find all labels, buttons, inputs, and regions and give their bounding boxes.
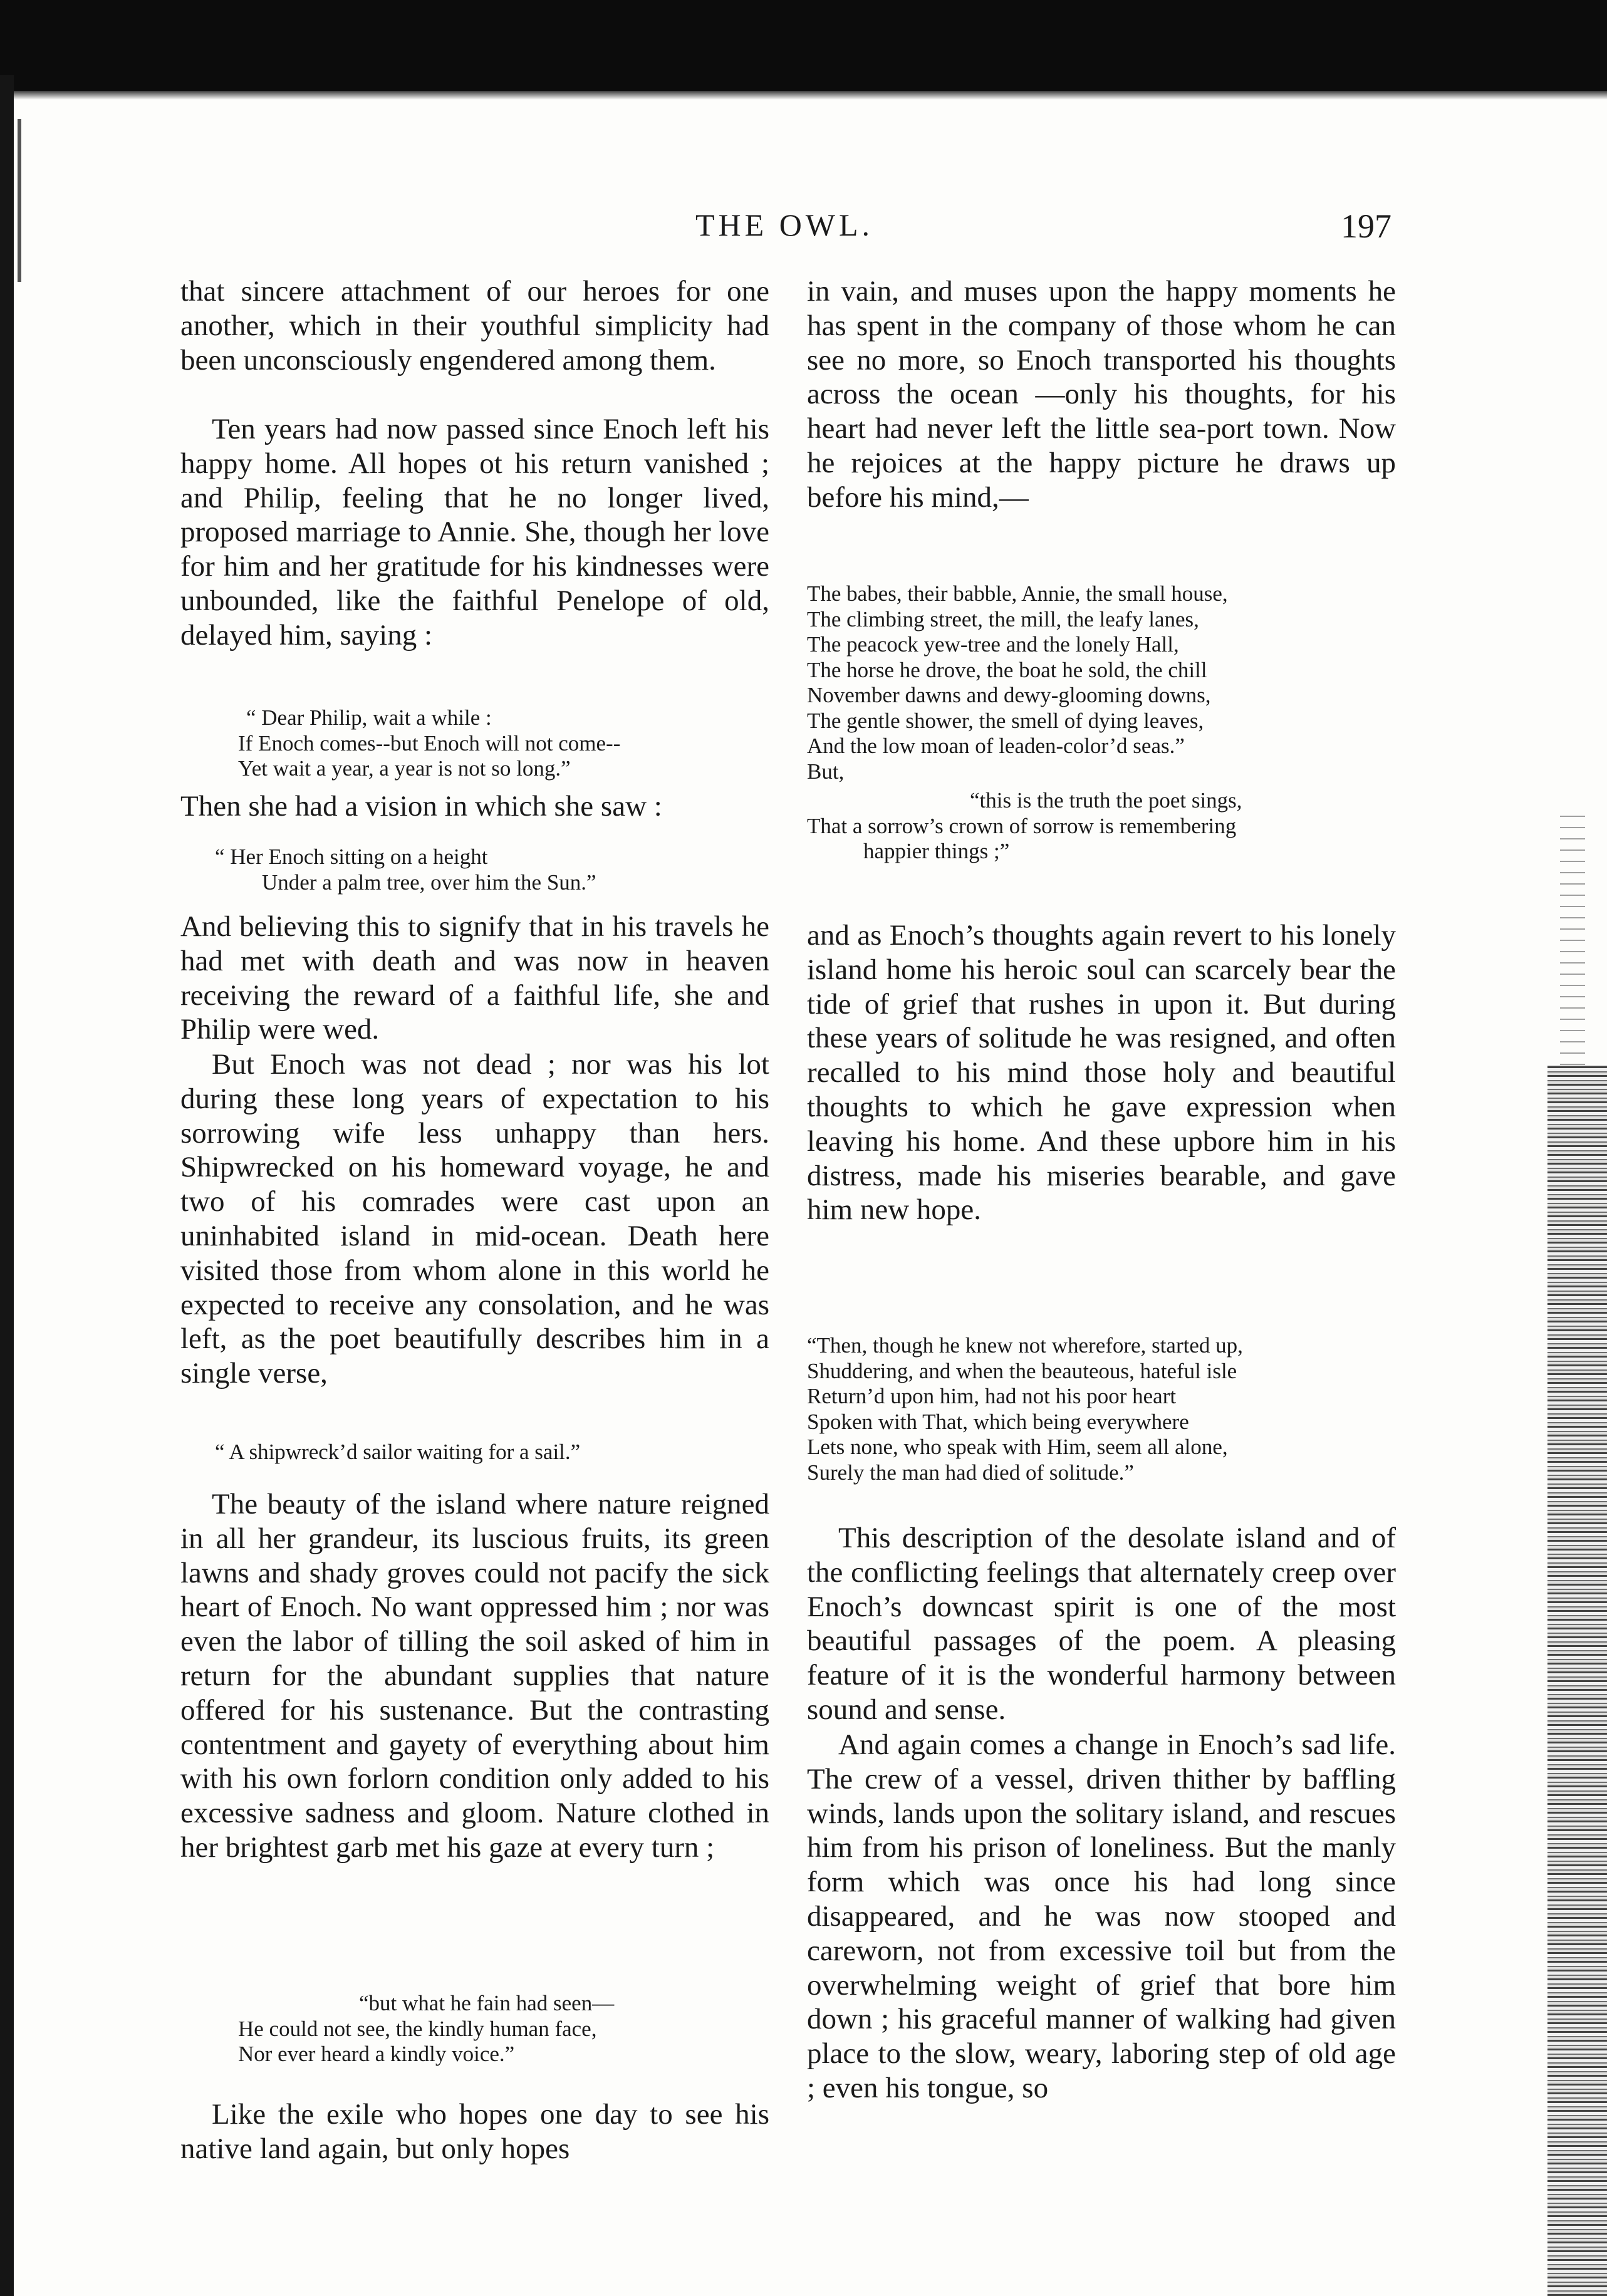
- scan-top-shadow: [0, 91, 1607, 100]
- paragraph: Ten years had now passed since Enoch left his happy home. All hopes ot his return vanished ; and Philip, feeling that he no longer lived, proposed marriage to Annie. She, though her love for him and her gratitude for his kindnesses were unbounded, like the faithful Penelope of old, delayed him, saying :: [180, 413, 769, 652]
- verse-line: He could not see, the kindly human face,: [238, 2016, 597, 2041]
- paragraph: This description of the desolate island and of the conflicting feelings that alternately creep over Enoch’s downcast spirit is one of the most beautiful passages of the poem. A pleasing feature of it is the wonderful harmony between sound and sense.: [807, 1522, 1396, 1726]
- verse-line: Lets none, who speak with Him, seem all alone,: [807, 1435, 1228, 1459]
- page-header: [0, 207, 1607, 257]
- paragraph: that sincere attachment of our heroes for one another, which in their youthful simplicity had been unconsciously engendered among them.: [180, 275, 769, 377]
- verse-line: The horse he drove, the boat he sold, the chill: [807, 657, 1207, 682]
- verse-line: The peacock yew-tree and the lonely Hall,: [807, 632, 1179, 657]
- running-head: THE OWL.: [695, 207, 874, 242]
- verse-quote: [180, 844, 769, 895]
- paragraph: Then she had a vision in which she saw :: [180, 790, 662, 823]
- verse-line: The babes, their babble, Annie, the small house,: [807, 581, 1228, 606]
- verse-line: Surely the man had died of solitude.”: [807, 1460, 1134, 1485]
- paragraph: And again comes a change in Enoch’s sad life. The crew of a vessel, driven thither by baffling winds, lands upon the solitary island, and rescues him from his prison of loneliness. But the manly form which was once his had long since disappeared, and he was now stooped and careworn, not from excessive toil but from the overwhelming weight of grief that bore him down ; his graceful manner of walking had given place to the slow, weary, laboring step of old age ; even his tongue, so: [807, 1728, 1396, 2104]
- scan-left-border: [0, 75, 14, 2296]
- verse-line: “this is the truth the poet sings,: [970, 788, 1242, 813]
- scan-right-edge: [1547, 1065, 1607, 2296]
- verse-line: Return’d upon him, had not his poor heart: [807, 1384, 1177, 1408]
- verse-quote: [180, 1991, 769, 2067]
- verse-quote: [807, 581, 1396, 784]
- verse-line: November dawns and dewy-glooming downs,: [807, 683, 1211, 707]
- scan-top-border: [0, 0, 1607, 91]
- verse-line: “ A shipwreck’d sailor waiting for a sail.”: [215, 1440, 581, 1464]
- paragraph: in vain, and muses upon the happy moments he has spent in the company of those whom he can see no more, so Enoch transported his thoughts across the ocean —only his thoughts, for his heart had never left the little sea-port town. Now he rejoices at the happy picture he draws up before his mind,—: [807, 275, 1396, 514]
- paragraph: And believing this to signify that in his travels he had met with death and was now in heaven receiving the reward of a faithful life, she and Philip were wed.: [180, 910, 769, 1046]
- scan-right-specks: [1560, 814, 1585, 1065]
- verse-line: If Enoch comes--but Enoch will not come--: [238, 730, 621, 756]
- verse-line: Nor ever heard a kindly voice.”: [238, 2042, 515, 2066]
- verse-quote: [180, 705, 769, 782]
- verse-line: “but what he fain had seen—: [359, 1991, 615, 2015]
- verse-line: Yet wait a year, a year is not so long.”: [238, 756, 571, 781]
- paragraph: Like the exile who hopes one day to see his native land again, but only hopes: [180, 2098, 769, 2165]
- verse-line: “ Her Enoch sitting on a height: [215, 844, 488, 869]
- verse-line: Shuddering, and when the beauteous, hateful isle: [807, 1358, 1237, 1383]
- verse-quote: [807, 788, 1396, 865]
- verse-line: And the low moan of leaden-color’d seas.”: [807, 734, 1185, 758]
- verse-line: The climbing street, the mill, the leafy lanes,: [807, 606, 1199, 631]
- paragraph: The beauty of the island where nature reigned in all her grandeur, its luscious fruits, its green lawns and shady groves could not pacify the sick heart of Enoch. No want oppressed him ; nor was even the labor of tilling the soil asked of him in return for the abundant supplies that nature offered for his sustenance. But the contrasting contentment and gayety of everything about him with his own forlorn condition only added to his excessive sadness and gloom. Nature clothed in her brightest garb met his gaze at every turn ;: [180, 1488, 769, 1864]
- verse-line: “ Dear Philip, wait a while :: [246, 705, 492, 730]
- verse-line: That a sorrow’s crown of sorrow is remembering: [807, 813, 1237, 838]
- verse-line: Spoken with That, which being everywhere: [807, 1409, 1189, 1434]
- verse-quote: [180, 1440, 769, 1465]
- verse-quote: [807, 1333, 1396, 1485]
- scan-left-mark: [18, 119, 21, 282]
- verse-line: But,: [807, 759, 845, 784]
- verse-line: happier things ;”: [863, 839, 1010, 863]
- verse-line: Under a palm tree, over him the Sun.”: [262, 870, 596, 895]
- verse-line: “Then, though he knew not wherefore, started up,: [807, 1333, 1243, 1358]
- page-number: 197: [1341, 207, 1391, 245]
- paragraph: and as Enoch’s thoughts again revert to his lonely island home his heroic soul can scarcely bear the tide of grief that rushes in upon it. But during these years of solitude he was resigned, and often recalled to his mind those holy and beautiful thoughts to which he gave expression when leaving his home. And these upbore him in his distress, made his miseries bearable, and gave him new hope.: [807, 919, 1396, 1227]
- paragraph: But Enoch was not dead ; nor was his lot during these long years of expectation to his sorrowing wife less unhappy than hers. Shipwrecked on his homeward voyage, he and two of his comrades were cast upon an uninhabited island in mid-ocean. Death here visited those from whom alone in this world he expected to receive any consolation, and he was left, as the poet beautifully describes him in a single verse,: [180, 1048, 769, 1390]
- verse-line: The gentle shower, the smell of dying leaves,: [807, 708, 1204, 733]
